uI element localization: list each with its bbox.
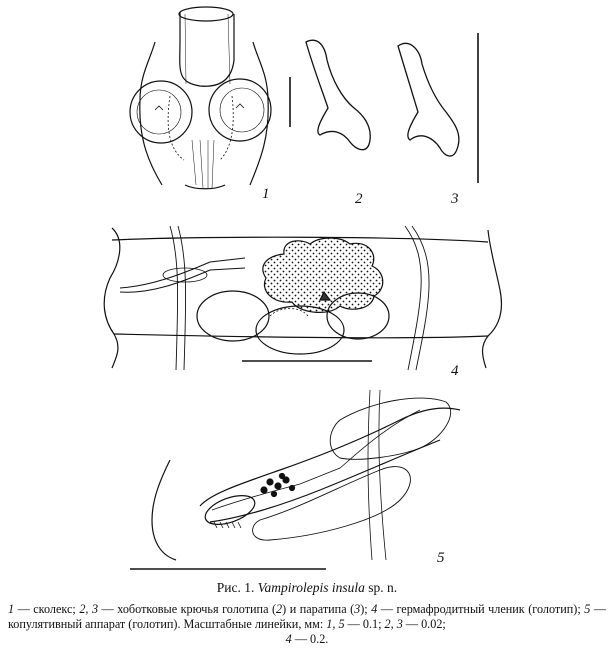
panel-label-4: 4 [451, 363, 459, 379]
caption-title-prefix: Рис. 1. [216, 580, 258, 595]
caption-ref: 4 [371, 602, 378, 616]
caption-title [8, 580, 606, 596]
panel-label-5: 5 [437, 550, 445, 566]
caption-text: — гермафродитный членик (голотип); [377, 602, 585, 616]
caption-text: — 0.02; [402, 617, 446, 631]
caption-body [8, 602, 606, 647]
hook-paratype-drawing [398, 43, 459, 156]
caption-text: — 0.1; [344, 617, 385, 631]
caption-text: ) и паратипа ( [282, 602, 355, 616]
caption-text: — сколекс; [14, 602, 80, 616]
caption-ref: 1, 5 [326, 617, 345, 631]
panel-label-1: 1 [262, 186, 270, 202]
caption-text: — копулятивный аппарат (голотип). Масштабные линейки, мм: [8, 602, 607, 631]
caption-ref: 1 [8, 602, 15, 616]
panel-label-2: 2 [355, 191, 363, 207]
caption-text: ); [360, 602, 372, 616]
caption-species-name: Vampirolepis insula [257, 580, 365, 595]
caption-text: — 0.2. [291, 632, 329, 646]
scolex-drawing [130, 7, 271, 189]
caption-ref: 2 [276, 602, 283, 616]
proglottid-drawing [104, 226, 501, 370]
panel-label-3: 3 [451, 191, 459, 207]
caption-ref: 3 [354, 602, 361, 616]
caption-title-suffix: sp. n. [364, 580, 398, 595]
hook-holotype-drawing [306, 40, 370, 149]
caption-last-line [8, 632, 606, 647]
caption-text: — хоботковые крючья голотипа ( [98, 602, 277, 616]
caption-ref: 2, 3 [79, 602, 99, 616]
copulatory-apparatus-drawing [152, 390, 460, 560]
caption-ref: 4 [285, 632, 292, 646]
caption-ref: 5 [584, 602, 591, 616]
figure-caption [8, 580, 606, 647]
caption-ref: 2, 3 [384, 617, 403, 631]
